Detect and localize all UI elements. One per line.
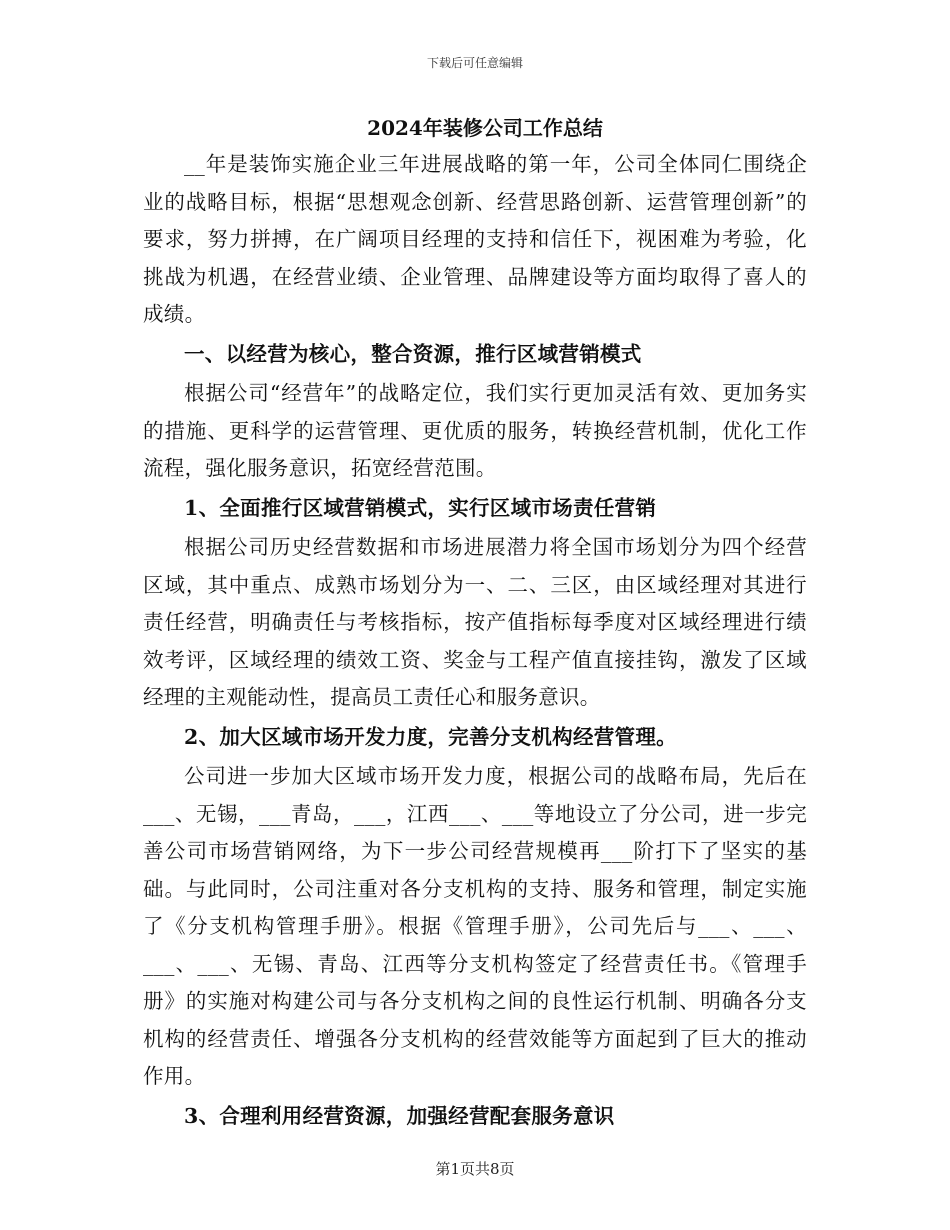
document-body bbox=[143, 110, 807, 1135]
section-1-heading: 一、以经营为核心，整合资源，推行区域营销模式 bbox=[184, 341, 642, 366]
intro-paragraph: __年是装饰实施企业三年进展战略的第一年，公司全体同仁围绕企业的战略目标，根据“思想观念创新、经营思路创新、运营管理创新”的要求，努力拼搏，在广阔项目经理的支持和信任下，视困难为考验，化挑战为机遇，在经营业绩、企业管理、品牌建设等方面均取得了喜人的成绩。 bbox=[143, 152, 807, 326]
page-header-note: 下载后可任意编辑 bbox=[426, 56, 523, 70]
item-1-paragraph: 根据公司历史经营数据和市场进展潜力将全国市场划分为四个经营区域，其中重点、成熟市场划分为一、二、三区，由区域经理对其进行责任经营，明确责任与考核指标，按产值指标每季度对区域经理进行绩效考评，区域经理的绩效工资、奖金与工程产值直接挂钩，激发了区域经理的主观能动性，提高员工责任心和服务意识。 bbox=[143, 535, 807, 709]
item-3-heading: 3、合理利用经营资源，加强经营配套服务意识 bbox=[184, 1103, 615, 1128]
document-title: 2024年装修公司工作总结 bbox=[367, 116, 603, 140]
page-number: 第1页共8页 bbox=[435, 1160, 515, 1178]
section-1-paragraph: 根据公司“经营年”的战略定位，我们实行更加灵活有效、更加务实的措施、更科学的运营管理、更优质的服务，转换经营机制，优化工作流程，强化服务意识，拓宽经营范围。 bbox=[143, 381, 807, 480]
item-2-paragraph: 公司进一步加大区域市场开发力度，根据公司的战略布局，先后在___、无锡，___青岛，___，江西___、___等地设立了分公司，进一步完善公司市场营销网络，为下一步公司经营规模再___阶打下了坚实的基础。与此同时，公司注重对各分支机构的支持、服务和管理，制定实施了《分支机构管理手册》。根据《管理手册》，公司先后与___、___、___、___、无锡、青岛、江西等分支机构签定了经营责任书。《管理手册》的实施对构建公司与各分支机构之间的良性运行机制、明确各分支机构的经营责任、增强各分支机构的经营效能等方面起到了巨大的推动作用。 bbox=[143, 764, 807, 1088]
item-2-heading: 2、加大区域市场开发力度，完善分支机构经营管理。 bbox=[184, 724, 677, 749]
item-1-heading: 1、全面推行区域营销模式，实行区域市场责任营销 bbox=[184, 495, 657, 520]
